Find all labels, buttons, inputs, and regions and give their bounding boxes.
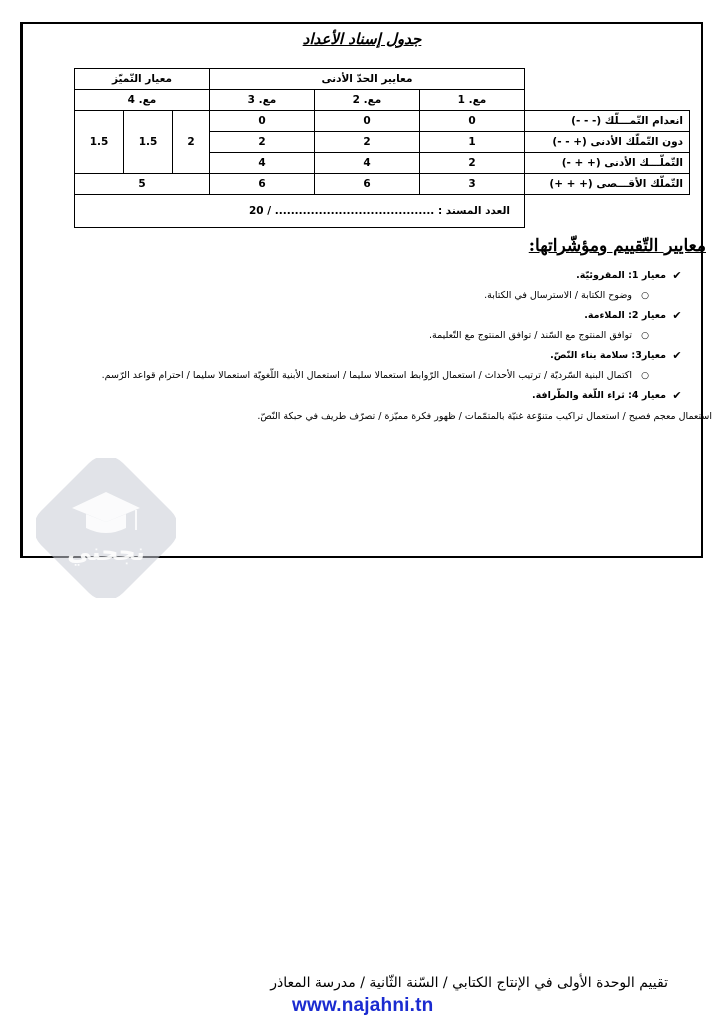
criterion-item xyxy=(48,266,688,286)
page-title: جدول إسناد الأعداد xyxy=(302,30,422,48)
indicator-item xyxy=(48,366,688,386)
excellence-max-cell: 5 xyxy=(75,174,210,195)
criterion-label: معيار 1: المقروئيّة. xyxy=(576,270,666,281)
table-cell: 1 xyxy=(420,132,525,153)
criteria-list xyxy=(48,266,712,428)
empty-corner xyxy=(525,69,690,90)
check-icon: ✔ xyxy=(672,269,682,282)
criterion-item xyxy=(48,306,688,326)
table-cell: 0 xyxy=(210,111,315,132)
watermark-text: نجحني xyxy=(67,538,145,566)
footer-text: تقييم الوحدة الأولى في الإنتاج الكتابي / السّنة الثّانية / مدرسة المعاذر xyxy=(270,975,668,991)
criterion-item xyxy=(48,346,688,366)
row-label: دون التّملّك الأدنى (+ - -) xyxy=(525,132,690,153)
sub-header: مع. 1 xyxy=(420,90,525,111)
header-excellence: معيار التّميّز xyxy=(75,69,210,90)
row-label: انعدام التّمـــلّك (- - -) xyxy=(525,111,690,132)
graduation-cap-icon xyxy=(36,458,176,598)
empty-corner xyxy=(525,195,690,228)
criterion-label: معيار3: سلامة بناء النّصّ. xyxy=(550,350,666,361)
indicator-text: توافق المنتوج مع السّند / توافق المنتوج مع التّعليمة. xyxy=(428,330,632,341)
table-cell: 0 xyxy=(315,111,420,132)
row-label: التّملّك الأقـــصى (+ + +) xyxy=(525,174,690,195)
sub-header: مع. 2 xyxy=(315,90,420,111)
site-link[interactable]: www.najahni.tn xyxy=(292,995,434,1016)
grading-table xyxy=(74,68,690,228)
excellence-cell: 2 xyxy=(173,111,210,174)
check-icon: ✔ xyxy=(672,309,682,322)
indicator-item xyxy=(48,326,688,346)
sub-header: مع. 3 xyxy=(210,90,315,111)
indicator-text: وضوح الكتابة / الاسترسال في الكتابة. xyxy=(484,290,632,301)
excellence-cell: 1.5 xyxy=(75,111,124,174)
table-cell: 2 xyxy=(210,132,315,153)
check-icon: ✔ xyxy=(672,389,682,402)
circle-bullet-icon: ○ xyxy=(641,291,649,301)
excellence-cell: 1.5 xyxy=(124,111,173,174)
row-label: التّملّـــك الأدنى (+ + -) xyxy=(525,153,690,174)
circle-bullet-icon: ○ xyxy=(641,371,649,381)
table-cell: 2 xyxy=(420,153,525,174)
table-cell: 6 xyxy=(210,174,315,195)
criterion-item xyxy=(48,386,688,406)
section-title: معايير التّقييم ومؤشّراتها: xyxy=(528,236,706,256)
empty-corner xyxy=(525,90,690,111)
indicator-text: اكتمال البنية السّرديّة / ترتيب الأحداث / استعمال الرّوابط استعمالا سليما / استعمال الأبنية اللّغويّة استعمالا سليما / احترام قواعد الرّسم. xyxy=(101,370,632,381)
indicator-text: استعمال معجم فصيح / استعمال تراكيب متنوّعة غنيّة بالمتمّمات / ظهور فكرة مميّزة / تصرّف طريف في حبكة النّصّ. xyxy=(257,411,712,422)
table-cell: 6 xyxy=(315,174,420,195)
criterion-label: معيار 2: الملاءمة. xyxy=(584,310,666,321)
table-cell: 3 xyxy=(420,174,525,195)
table-cell: 4 xyxy=(315,153,420,174)
table-cell: 2 xyxy=(315,132,420,153)
check-icon: ✔ xyxy=(672,349,682,362)
table-cell: 0 xyxy=(420,111,525,132)
indicator-item xyxy=(48,286,688,306)
header-min-criteria: معايير الحدّ الأدنى xyxy=(210,69,525,90)
sub-header: مع. 4 xyxy=(75,90,210,111)
table-cell: 4 xyxy=(210,153,315,174)
total-score-field: العدد المسند : ........................................ / 20 xyxy=(75,195,525,228)
circle-bullet-icon: ○ xyxy=(641,331,649,341)
criterion-label: معيار 4: ثراء اللّغة والطّرافة. xyxy=(532,390,666,401)
